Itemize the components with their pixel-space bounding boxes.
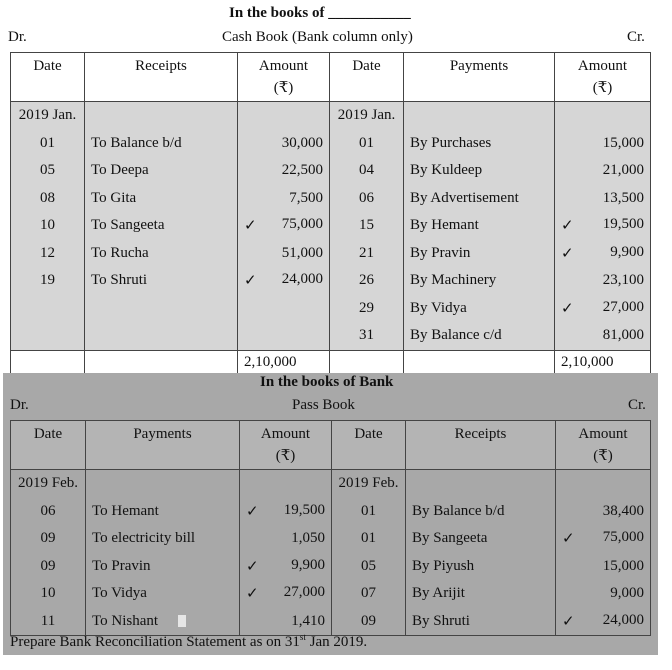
cash-amount-left: [238, 130, 330, 158]
cash-date-right-text: 04: [359, 162, 374, 179]
pass-date: [11, 553, 86, 581]
cash-header-receipts: Receipts: [85, 53, 238, 102]
amount-value: 13,500: [602, 189, 644, 206]
cash-header-payments: Payments: [404, 53, 555, 102]
cash-row: [11, 130, 651, 158]
pass-book-heading: In the books of Bank: [260, 374, 394, 390]
cash-particulars-right: [404, 157, 555, 185]
question-text-end: Jan 2019.: [305, 634, 368, 650]
cash-amount-right: [555, 157, 651, 185]
highlight-marker: [178, 615, 186, 627]
cash-particulars-left: [85, 185, 238, 213]
amount-value: 51,000: [281, 244, 323, 261]
cash-date-text: 01: [40, 134, 55, 151]
question-text-main: Prepare Bank Reconciliation Statement as on 31: [10, 634, 300, 650]
cash-amount-left: [238, 322, 330, 350]
question-superscript: st: [299, 632, 306, 642]
pass-date-right: [332, 525, 406, 553]
pass-row: [11, 498, 651, 526]
cash-empty-cell: [85, 102, 238, 130]
pass-header-amount-unit-2: (₹): [593, 448, 613, 464]
amount-value: 38,400: [602, 502, 644, 519]
cash-amount-right: [555, 240, 651, 268]
cash-amount-left: [238, 185, 330, 213]
cash-date-right: [330, 130, 404, 158]
pass-date-right-text: 01: [361, 530, 376, 547]
cash-amount-right: [555, 267, 651, 295]
cash-book-heading-text: In the books of: [229, 5, 329, 21]
cash-row: [11, 322, 651, 350]
tick-mark: ✓: [244, 273, 257, 290]
pass-date-text: 10: [40, 585, 56, 602]
cash-date-right-text: 29: [359, 299, 374, 316]
pass-year-row: [11, 470, 651, 498]
cash-particulars-left-text: To Balance b/d: [91, 134, 182, 151]
cash-date-right: [330, 185, 404, 213]
pass-particulars-left: [86, 525, 240, 553]
cash-date-text: 05: [40, 162, 55, 179]
cash-header-date-2: Date: [330, 53, 404, 102]
pass-header-receipts: Receipts: [406, 421, 556, 470]
pass-particulars-left-text: To electricity bill: [92, 530, 196, 547]
cash-header-date: Date: [11, 53, 85, 102]
pass-year-right: 2019 Feb.: [332, 470, 406, 498]
cash-particulars-right: [404, 240, 555, 268]
pass-header-amount-unit: (₹): [275, 448, 296, 464]
pass-date: [11, 498, 86, 526]
cash-row: [11, 212, 651, 240]
pass-particulars-right: [406, 525, 556, 553]
pass-date-right-text: 07: [361, 585, 376, 602]
cash-particulars-left-text: To Deepa: [91, 162, 149, 179]
pass-empty-cell: [556, 470, 651, 498]
cash-header-amount-2: [555, 53, 651, 102]
pass-date-text: 09: [40, 557, 56, 574]
amount-value: 24,000: [602, 611, 644, 628]
tick-mark: ✓: [246, 586, 259, 603]
pass-date-right: [332, 498, 406, 526]
amount-value: 22,500: [281, 162, 323, 179]
cash-empty-cell: [11, 350, 85, 374]
cash-date: [11, 267, 85, 295]
cash-date-right-text: 31: [359, 327, 374, 344]
cash-date: [11, 212, 85, 240]
pass-body: [11, 498, 651, 636]
tick-mark: ✓: [246, 503, 259, 520]
cash-amount-left: [238, 157, 330, 185]
amount-value: 1,410: [291, 612, 325, 629]
cash-particulars-left: [85, 240, 238, 268]
amount-value: 19,500: [602, 216, 644, 233]
cash-header-amount-label: Amount: [258, 58, 309, 74]
cash-particulars-right-text: By Advertisement: [410, 189, 519, 206]
pass-particulars-right-text: By Arijit: [412, 585, 465, 602]
cash-row: [11, 157, 651, 185]
cash-date-right: [330, 240, 404, 268]
pass-date-right-text: 05: [361, 557, 376, 574]
cash-date: [11, 185, 85, 213]
pass-header-date-2: Date: [332, 421, 406, 470]
pass-amount-left: [240, 580, 332, 608]
pass-row: [11, 580, 651, 608]
pass-amount-left: [240, 498, 332, 526]
pass-particulars-left: [86, 553, 240, 581]
cash-particulars-left: [85, 157, 238, 185]
amount-value: 81,000: [602, 327, 644, 344]
cash-particulars-right-text: By Balance c/d: [410, 327, 502, 344]
pass-empty-cell: [86, 470, 240, 498]
cash-date-text: 19: [40, 272, 55, 289]
pass-header-amount-2: [556, 421, 651, 470]
pass-particulars-right: [406, 580, 556, 608]
pass-row: [11, 525, 651, 553]
cash-date: [11, 157, 85, 185]
amount-value: 27,000: [283, 584, 325, 601]
amount-value: 24,000: [281, 271, 323, 288]
cash-header-amount-unit-2: (₹): [592, 80, 613, 96]
tick-mark: ✓: [562, 613, 575, 630]
pass-date-right-text: 01: [361, 502, 376, 519]
cash-header-amount-unit: (₹): [273, 80, 294, 96]
cash-particulars-right-text: By Pravin: [410, 244, 471, 261]
cash-amount-right: [555, 130, 651, 158]
cash-dr-label: Dr.: [8, 29, 27, 45]
pass-particulars-left-text: To Vidya: [92, 585, 147, 602]
amount-value: 7,500: [289, 189, 323, 206]
pass-date-text: 09: [40, 530, 56, 547]
amount-value: 75,000: [602, 529, 644, 546]
cash-book-heading-blank: ___________: [328, 5, 411, 21]
question-text: [10, 632, 367, 651]
cash-particulars-right: [404, 322, 555, 350]
cash-header-row: [11, 53, 651, 102]
amount-value: 15,000: [602, 134, 644, 151]
pass-header-date: Date: [11, 421, 86, 470]
cash-date-right-text: 21: [359, 244, 374, 261]
cash-particulars-right: [404, 130, 555, 158]
cash-particulars-left-text: To Gita: [91, 189, 137, 206]
pass-amount-left: [240, 553, 332, 581]
cash-book-table: [10, 52, 651, 375]
cash-header-amount: [238, 53, 330, 102]
cash-date-right: [330, 267, 404, 295]
cash-particulars-left: [85, 267, 238, 295]
cash-header-amount-label-2: Amount: [577, 58, 628, 74]
pass-amount-right: [556, 498, 651, 526]
cash-particulars-right-text: By Kuldeep: [410, 162, 483, 179]
pass-book-table: [10, 420, 651, 636]
pass-particulars-right: [406, 608, 556, 636]
pass-particulars-left: [86, 580, 240, 608]
amount-value: 23,100: [602, 272, 644, 289]
pass-date: [11, 580, 86, 608]
cash-empty-cell: [330, 350, 404, 374]
amount-value: 9,000: [610, 585, 644, 602]
pass-particulars-right: [406, 498, 556, 526]
pass-header-row: [11, 421, 651, 470]
cash-date-right: [330, 212, 404, 240]
pass-header-amount-label-2: Amount: [578, 426, 628, 442]
cash-particulars-left: [85, 212, 238, 240]
pass-date: [11, 525, 86, 553]
amount-value: 27,000: [602, 298, 644, 315]
cash-particulars-left-text: To Rucha: [91, 244, 149, 261]
cash-row: [11, 240, 651, 268]
cash-cr-label: Cr.: [627, 29, 645, 45]
cash-date-text: 12: [40, 244, 55, 261]
pass-date-right: [332, 553, 406, 581]
cash-empty-cell: [85, 350, 238, 374]
pass-particulars-right-text: By Sangeeta: [412, 530, 488, 547]
pass-date-text: 11: [40, 612, 56, 629]
amount-value: 9,900: [610, 243, 644, 260]
cash-particulars-right-text: By Purchases: [410, 134, 492, 151]
pass-header-amount: [240, 421, 332, 470]
cash-empty-cell: [238, 102, 330, 130]
cash-particulars-right-text: By Hemant: [410, 217, 479, 234]
pass-empty-cell: [406, 470, 556, 498]
tick-mark: ✓: [244, 218, 257, 235]
pass-particulars-right-text: By Piyush: [412, 557, 475, 574]
cash-particulars-left-text: To Shruti: [91, 272, 148, 289]
cash-particulars-left-text: To Sangeeta: [91, 217, 165, 234]
cash-amount-right: [555, 322, 651, 350]
cash-particulars-right-text: By Machinery: [410, 272, 497, 289]
cash-row: [11, 267, 651, 295]
cash-year-right: 2019 Jan.: [330, 102, 404, 130]
pass-cr-label: Cr.: [628, 397, 646, 413]
cash-row: [11, 295, 651, 323]
cash-empty-cell: [404, 102, 555, 130]
pass-particulars-left-text: To Hemant: [92, 502, 159, 519]
amount-value: 1,050: [291, 530, 325, 547]
cash-amount-right: [555, 185, 651, 213]
pass-particulars-right-text: By Shruti: [412, 612, 470, 629]
cash-book-title: Cash Book (Bank column only): [222, 29, 413, 45]
cash-empty-cell: [555, 102, 651, 130]
cash-date: [11, 322, 85, 350]
pass-row: [11, 553, 651, 581]
cash-amount-right: [555, 295, 651, 323]
cash-particulars-right-text: By Vidya: [410, 299, 467, 316]
cash-amount-left: [238, 212, 330, 240]
cash-date-right-text: 26: [359, 272, 374, 289]
pass-header-payments: Payments: [86, 421, 240, 470]
cash-particulars-left: [85, 322, 238, 350]
cash-date-text: 08: [40, 189, 55, 206]
cash-date: [11, 240, 85, 268]
pass-particulars-right-text: By Balance b/d: [412, 502, 505, 519]
pass-date-right-text: 09: [361, 612, 376, 629]
cash-total-left: 2,10,000: [238, 350, 330, 374]
cash-year-left: 2019 Jan.: [11, 102, 85, 130]
cash-amount-left: [238, 240, 330, 268]
cash-particulars-right: [404, 212, 555, 240]
cash-book-heading: [229, 5, 411, 22]
cash-date-right-text: 01: [359, 134, 374, 151]
pass-empty-cell: [240, 470, 332, 498]
cash-total-right: 2,10,000: [555, 350, 651, 374]
cash-date-right-text: 15: [359, 217, 374, 234]
cash-amount-left: [238, 295, 330, 323]
pass-date-text: 06: [40, 502, 56, 519]
cash-particulars-left: [85, 130, 238, 158]
cash-date-right: [330, 295, 404, 323]
tick-mark: ✓: [561, 245, 574, 262]
pass-amount-left: [240, 525, 332, 553]
amount-value: 21,000: [602, 162, 644, 179]
cash-date-text: 10: [40, 217, 55, 234]
cash-particulars-right: [404, 185, 555, 213]
tick-mark: ✓: [561, 300, 574, 317]
pass-amount-right: [556, 553, 651, 581]
cash-row: [11, 185, 651, 213]
cash-year-row: [11, 102, 651, 130]
amount-value: 19,500: [283, 501, 325, 518]
tick-mark: ✓: [561, 218, 574, 235]
cash-date-right-text: 06: [359, 189, 374, 206]
pass-dr-label: Dr.: [10, 397, 29, 413]
pass-particulars-left-text: To Pravin: [92, 557, 151, 574]
pass-particulars-right: [406, 553, 556, 581]
cash-particulars-right: [404, 267, 555, 295]
pass-header-amount-label: Amount: [260, 426, 311, 442]
cash-particulars-right: [404, 295, 555, 323]
pass-date-right: [332, 580, 406, 608]
pass-book-title: Pass Book: [292, 397, 355, 413]
cash-amount-left: [238, 267, 330, 295]
cash-amount-right: [555, 212, 651, 240]
tick-mark: ✓: [246, 558, 259, 575]
cash-body: [11, 130, 651, 351]
pass-amount-right: [556, 525, 651, 553]
cash-total-row: [11, 350, 651, 374]
cash-empty-cell: [404, 350, 555, 374]
tick-mark: ✓: [562, 531, 575, 548]
pass-particulars-left-text: To Nishant: [92, 612, 159, 629]
cash-date: [11, 130, 85, 158]
cash-date-right: [330, 322, 404, 350]
amount-value: 9,900: [291, 556, 325, 573]
cash-date-right: [330, 157, 404, 185]
cash-date: [11, 295, 85, 323]
amount-value: 30,000: [281, 134, 323, 151]
pass-amount-right: [556, 580, 651, 608]
pass-year-left: 2019 Feb.: [11, 470, 86, 498]
pass-amount-right: [556, 608, 651, 636]
amount-value: 75,000: [281, 216, 323, 233]
amount-value: 15,000: [602, 557, 644, 574]
pass-particulars-left: [86, 498, 240, 526]
cash-particulars-left: [85, 295, 238, 323]
